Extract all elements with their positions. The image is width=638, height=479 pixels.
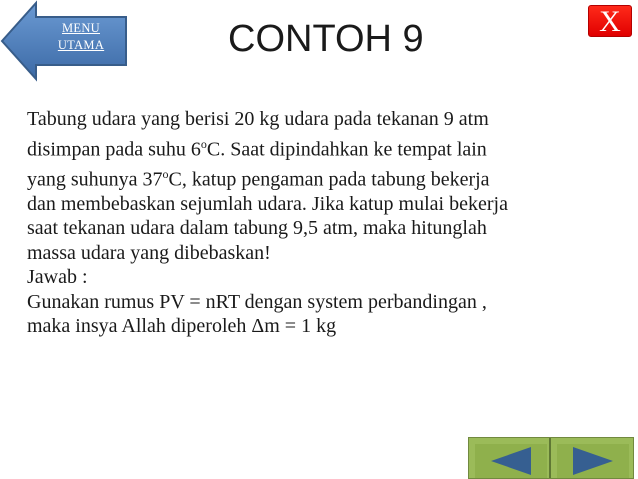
answer-line: maka insya Allah diperoleh Δm = 1 kg — [27, 315, 337, 338]
answer-label: Jawab : — [27, 266, 88, 289]
problem-text: disimpan pada suhu 6 — [27, 138, 201, 161]
next-slide-button[interactable] — [557, 444, 629, 478]
problem-line: Tabung udara yang berisi 20 kg udara pada tekanan 9 atm — [27, 108, 489, 130]
triangle-left-icon — [475, 444, 547, 478]
problem-text: yang suhunya 37 — [27, 168, 163, 191]
navigation-divider — [549, 438, 551, 478]
main-menu-button[interactable] — [0, 0, 128, 82]
problem-line: saat tekanan udara dalam tabung 9,5 atm, maka hitunglah — [27, 217, 487, 240]
main-menu-label-line1: MENU — [61, 21, 100, 35]
degree-superscript: o — [162, 166, 169, 181]
problem-line: massa udara yang dibebaskan! — [27, 241, 271, 264]
problem-text: C, katup pengaman pada tabung bekerja — [168, 168, 490, 191]
problem-text: C. Saat dipindahkan ke tempat lain — [206, 138, 487, 161]
problem-content — [27, 107, 632, 339]
degree-superscript: o — [200, 136, 207, 151]
previous-slide-button[interactable] — [475, 444, 547, 478]
answer-line: Gunakan rumus PV = nRT dengan system perbandingan , — [27, 290, 487, 313]
main-menu-label — [38, 20, 124, 54]
page-title: CONTOH 9 — [228, 18, 424, 60]
triangle-right-icon — [557, 444, 629, 478]
problem-line: dan membebaskan sejumlah udara. Jika katup mulai bekerja — [27, 192, 508, 215]
problem-line — [27, 132, 632, 162]
close-button[interactable]: X — [588, 5, 632, 37]
slide-navigation — [468, 437, 634, 479]
main-menu-label-line2: UTAMA — [57, 38, 105, 52]
problem-line — [27, 162, 632, 192]
